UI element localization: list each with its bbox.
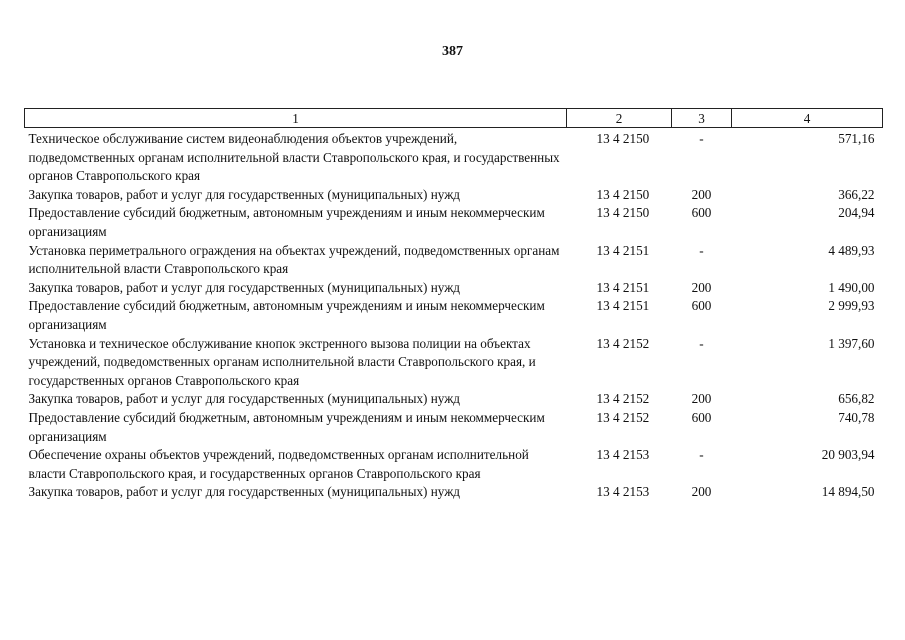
table-row: [25, 204, 883, 241]
row-amount: 656,82: [838, 391, 875, 407]
row-name: Предоставление субсидий бюджетным, автономным учреждениям и иным некоммерческим организациям: [28, 205, 545, 239]
row-amount: 2 999,93: [828, 298, 875, 314]
row-code: 13 4 2150: [596, 205, 650, 221]
header-col-1: 1: [25, 109, 567, 128]
row-name: Закупка товаров, работ и услуг для государственных (муниципальных) нужд: [28, 279, 461, 295]
row-amount: 366,22: [838, 186, 875, 202]
row-type: 200: [691, 186, 712, 202]
row-type: 200: [691, 484, 712, 500]
table-row: [25, 242, 883, 279]
page-number: 387: [442, 44, 463, 59]
table-body: [25, 128, 883, 502]
row-type: 600: [691, 298, 712, 314]
table-row: [25, 335, 883, 391]
budget-table: [24, 108, 883, 502]
row-amount: 740,78: [838, 409, 875, 425]
table-row: [25, 390, 883, 409]
row-type: 600: [691, 409, 712, 425]
header-row: [25, 109, 883, 128]
header-col-4: 4: [732, 109, 883, 128]
row-name: Закупка товаров, работ и услуг для государственных (муниципальных) нужд: [28, 484, 461, 500]
table-row: [25, 446, 883, 483]
row-amount: 4 489,93: [828, 242, 875, 258]
row-type: -: [699, 131, 704, 146]
row-amount: 204,94: [838, 205, 875, 221]
row-type: 200: [691, 391, 712, 407]
row-code: 13 4 2150: [596, 186, 650, 202]
table-row: [25, 130, 883, 186]
row-type: -: [699, 335, 704, 351]
row-code: 13 4 2151: [596, 242, 650, 258]
row-code: 13 4 2152: [596, 391, 650, 407]
row-type: -: [699, 447, 704, 463]
row-type: 600: [691, 205, 712, 221]
table-row: [25, 409, 883, 446]
row-amount: 14 894,50: [821, 484, 875, 500]
row-code: 13 4 2151: [596, 279, 650, 295]
header-col-2: 2: [567, 109, 672, 128]
row-code: 13 4 2151: [596, 298, 650, 314]
row-type: 200: [691, 279, 712, 295]
row-code: 13 4 2150: [596, 131, 650, 146]
row-type: -: [699, 242, 704, 258]
table-row: [25, 297, 883, 334]
table-row: [25, 186, 883, 205]
row-code: 13 4 2152: [596, 409, 650, 425]
row-code: 13 4 2153: [596, 484, 650, 500]
row-code: 13 4 2152: [596, 335, 650, 351]
row-name: Закупка товаров, работ и услуг для государственных (муниципальных) нужд: [28, 186, 461, 202]
row-name: Обеспечение охраны объектов учреждений, подведомственных органам исполнительной власти Ставропольского края, и государственных органов Ставропольского края: [28, 447, 529, 481]
row-amount: 20 903,94: [821, 447, 875, 463]
row-amount: 571,16: [838, 131, 875, 146]
row-name: Установка периметрального ограждения на объектах учреждений, подведомственных органам исполнительной власти Ставропольского края: [28, 242, 560, 277]
row-name: Предоставление субсидий бюджетным, автономным учреждениям и иным некоммерческим организациям: [28, 298, 545, 332]
row-name: Закупка товаров, работ и услуг для государственных (муниципальных) нужд: [28, 391, 461, 407]
row-name: Техническое обслуживание систем видеонаблюдения объектов учреждений, подведомственных органам исполнительной власти Ставропольского края, и государственных органов Ставропольского края: [28, 131, 560, 184]
row-code: 13 4 2153: [596, 447, 650, 463]
table-row: [25, 279, 883, 298]
row-amount: 1 397,60: [828, 335, 875, 351]
table-row: [25, 483, 883, 502]
row-name: Предоставление субсидий бюджетным, автономным учреждениям и иным некоммерческим организациям: [28, 409, 545, 444]
row-name: Установка и техническое обслуживание кнопок экстренного вызова полиции на объектах учреждений, подведомственных органам исполнительной власти Ставропольского края, и государственных органов Ставропольского края: [28, 335, 536, 388]
header-col-3: 3: [672, 109, 732, 128]
row-amount: 1 490,00: [828, 279, 875, 295]
